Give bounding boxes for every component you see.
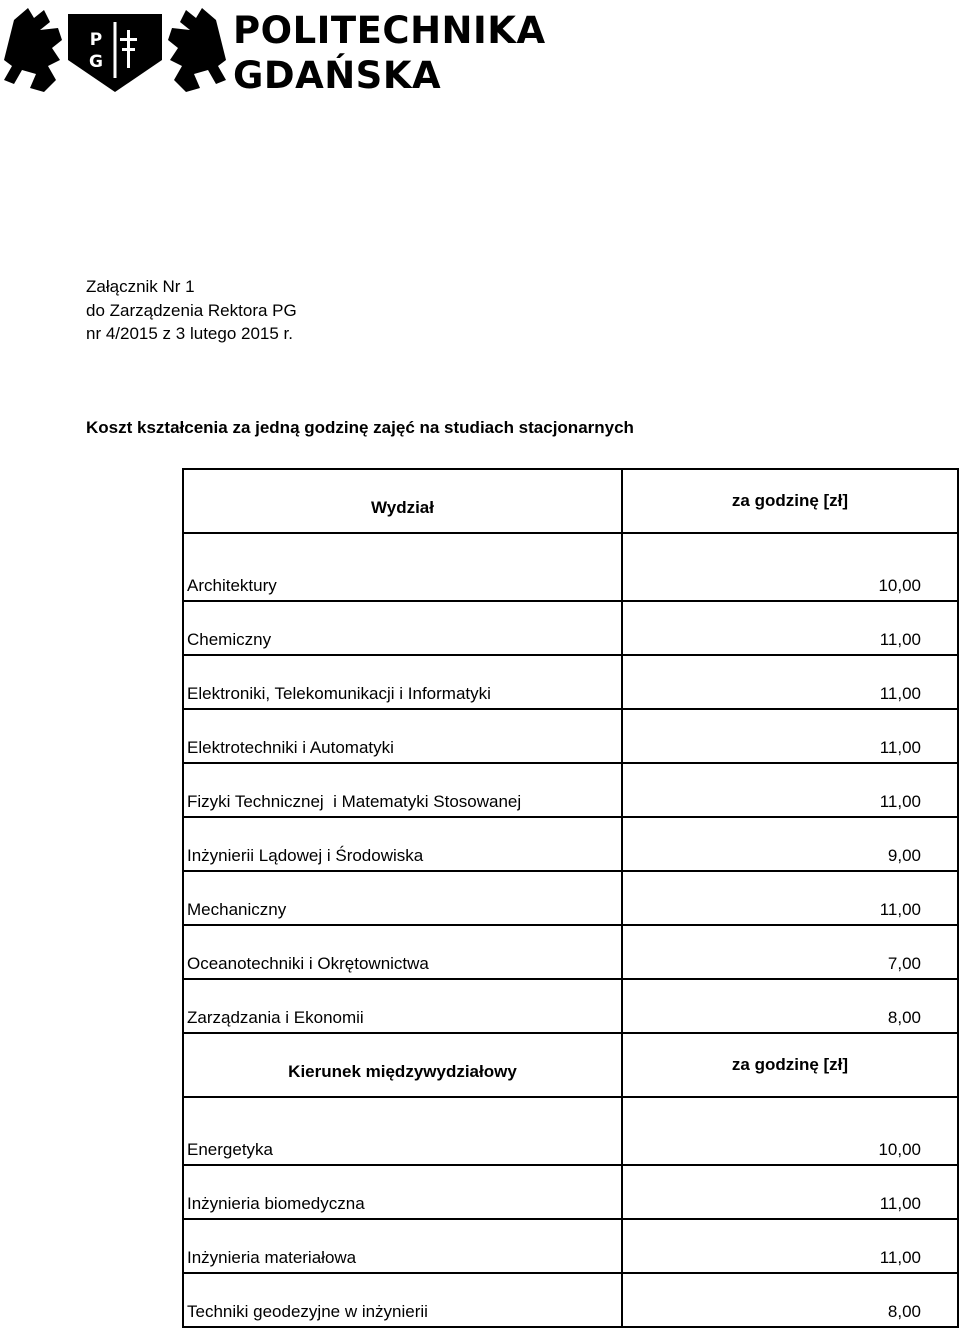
university-logo [0, 0, 546, 100]
annex-line-3: nr 4/2015 z 3 lutego 2015 r. [86, 324, 293, 343]
table-row [183, 817, 958, 871]
pg-emblem-icon [0, 0, 230, 100]
logo-text-line2: GDAŃSKA [233, 54, 442, 97]
faculty-name: Oceanotechniki i Okrętownictwa [183, 925, 622, 979]
rate-value: 11,00 [879, 1194, 921, 1213]
faculty-name: Architektury [183, 533, 622, 601]
rate-value: 11,00 [879, 630, 921, 649]
table-subheader [183, 1033, 958, 1097]
table-header [183, 469, 958, 533]
header-rate: za godzinę [zł] [622, 469, 958, 533]
table-row [183, 979, 958, 1033]
annex-line-2: do Zarządzenia Rektora PG [86, 300, 297, 320]
table-row [183, 709, 958, 763]
table-row [183, 1097, 958, 1165]
rate-value: 11,00 [879, 738, 921, 757]
table-row [183, 925, 958, 979]
logo-mark-p: P [89, 30, 103, 50]
annex-line-1: Załącznik Nr 1 [86, 277, 195, 296]
faculty-name: Chemiczny [183, 601, 622, 655]
program-name: Energetyka [183, 1097, 622, 1165]
faculty-name: Fizyki Technicznej i Matematyki Stosowanej [183, 763, 622, 817]
table-row [183, 871, 958, 925]
rate-value: 10,00 [878, 576, 921, 595]
rate-value: 11,00 [879, 1248, 921, 1267]
faculty-name: Mechaniczny [183, 871, 622, 925]
faculty-name: Zarządzania i Ekonomii [183, 979, 622, 1033]
header-faculty: Wydział [183, 469, 622, 533]
faculty-name: Elektrotechniki i Automatyki [183, 709, 622, 763]
rate-value: 11,00 [879, 900, 921, 919]
program-name: Inżynieria biomedyczna [183, 1165, 622, 1219]
rate-value: 8,00 [887, 1008, 921, 1027]
annex-reference [86, 275, 297, 346]
rate-value: 9,00 [887, 846, 921, 865]
logo-mark-g: G [89, 52, 103, 72]
rate-value: 7,00 [887, 954, 921, 973]
rate-value: 10,00 [878, 1140, 921, 1159]
faculty-name: Inżynierii Lądowej i Środowiska [183, 817, 622, 871]
table-row [183, 1165, 958, 1219]
program-name: Inżynieria materiałowa [183, 1219, 622, 1273]
rate-value: 11,00 [879, 792, 921, 811]
program-name: Techniki geodezyjne w inżynierii [183, 1273, 622, 1327]
table-row [183, 601, 958, 655]
header-rate-2: za godzinę [zł] [622, 1033, 958, 1097]
rate-value: 8,00 [887, 1302, 921, 1321]
logo-wordmark [233, 8, 546, 98]
table-row [183, 763, 958, 817]
faculty-name: Elektroniki, Telekomunikacji i Informatyki [183, 655, 622, 709]
table-row [183, 1219, 958, 1273]
logo-text-line1: POLITECHNIKA [233, 9, 546, 52]
document-title: Koszt kształcenia za jedną godzinę zajęć na studiach stacjonarnych [86, 418, 634, 437]
cost-table [182, 468, 959, 1328]
table-row [183, 655, 958, 709]
header-interfaculty: Kierunek międzywydziałowy [183, 1033, 622, 1097]
rate-value: 11,00 [879, 684, 921, 703]
table-row [183, 533, 958, 601]
table-row [183, 1273, 958, 1327]
